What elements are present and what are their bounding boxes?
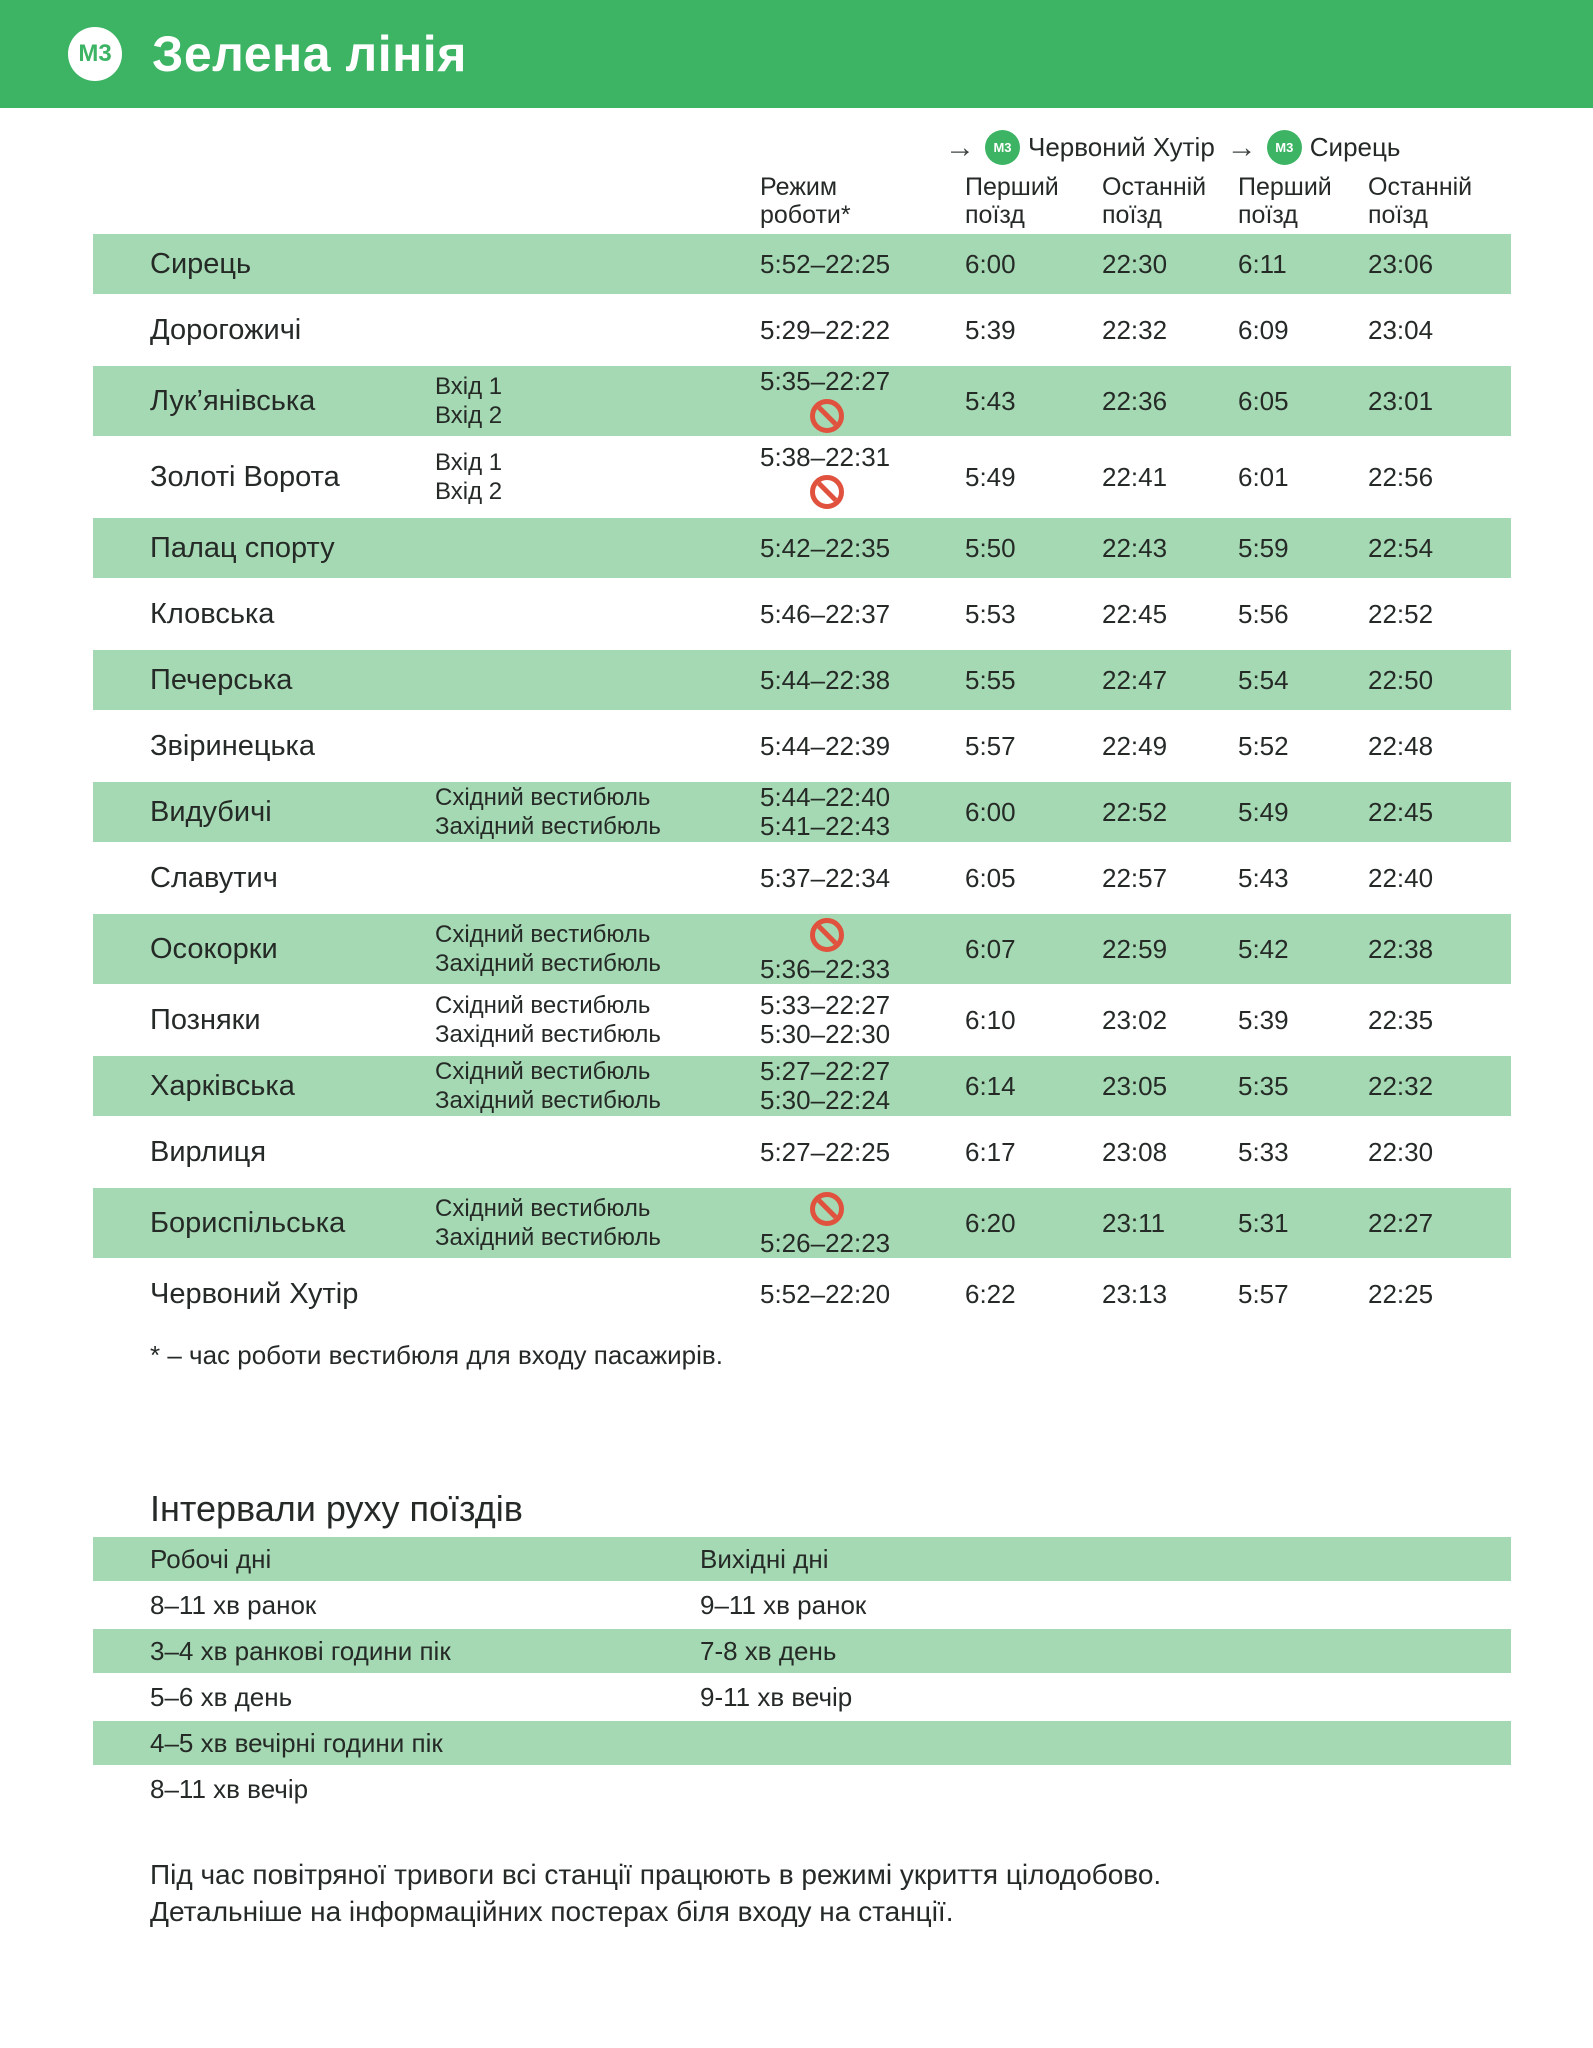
station-entrances (435, 783, 760, 841)
station-name: Лук’янівська (150, 384, 316, 417)
station-mode (760, 783, 965, 841)
station-name: Сирець (150, 247, 252, 280)
intervals-table (93, 1537, 1511, 1811)
first-train-time: 6:11 (1238, 248, 1287, 279)
mode-time: 5:41–22:43 (760, 811, 891, 841)
station-row (93, 518, 1511, 578)
intervals-header-weekends: Вихідні дні (700, 1543, 829, 1574)
last-train-time: 22:52 (1102, 796, 1168, 827)
station-mode (760, 316, 965, 345)
entrance-label: Східний вестибюль (435, 921, 651, 948)
last-train-time: 22:36 (1102, 385, 1168, 416)
station-mode (760, 1280, 965, 1309)
station-row (93, 650, 1511, 710)
no-entry-icon (810, 918, 844, 952)
arrow-right-icon: → (945, 130, 975, 164)
interval-value: 9–11 хв ранок (700, 1589, 867, 1620)
station-row (93, 1056, 1511, 1116)
m3-line-icon (985, 130, 1020, 165)
column-header-line: Перший (965, 173, 1059, 201)
column-header-line: Перший (1238, 173, 1332, 201)
column-header-line: Останній (1368, 173, 1473, 201)
last-train-time: 22:52 (1368, 598, 1434, 629)
column-header-line: Режим (760, 173, 838, 201)
mode-time: 5:30–22:30 (760, 1019, 891, 1049)
notice-line: Під час повітряної тривоги всі станції працюють в режимі укриття цілодобово. (150, 1859, 1162, 1890)
mode-time: 5:29–22:22 (760, 314, 891, 345)
station-name: Дорогожичі (150, 313, 302, 346)
last-train-time: 22:50 (1368, 664, 1434, 695)
entrance-label: Вхід 2 (435, 478, 503, 505)
first-train-time: 5:57 (965, 730, 1016, 761)
entrance-label: Західний вестибюль (435, 950, 661, 977)
station-mode (760, 1138, 965, 1167)
station-mode (760, 250, 965, 279)
station-mode (760, 991, 965, 1049)
station-row (93, 1264, 1511, 1324)
first-train-time: 6:01 (1238, 461, 1289, 492)
mode-time: 5:44–22:38 (760, 664, 891, 695)
timetable-content (93, 130, 1511, 1930)
first-train-time: 6:00 (965, 796, 1016, 827)
first-train-time: 5:42 (1238, 933, 1289, 964)
station-row (93, 584, 1511, 644)
column-header-first-train-2 (1238, 173, 1368, 229)
m3-line-icon-label: М3 (993, 140, 1012, 155)
last-train-time: 22:45 (1368, 796, 1434, 827)
station-mode (760, 915, 965, 984)
station-mode (760, 443, 965, 512)
station-name: Славутич (150, 861, 278, 894)
column-header-line: поїзд (965, 201, 1025, 229)
entrance-label: Західний вестибюль (435, 1224, 661, 1251)
directions-header (93, 130, 1511, 165)
footnote: * – час роботи вестибюля для входу пасажирів. (150, 1340, 723, 1370)
last-train-time: 22:40 (1368, 862, 1434, 893)
station-name: Звіринецька (150, 729, 316, 762)
mode-closed (760, 1189, 893, 1229)
first-train-time: 6:17 (965, 1136, 1016, 1167)
first-train-time: 5:49 (965, 461, 1016, 492)
last-train-time: 22:47 (1102, 664, 1168, 695)
station-mode (760, 600, 965, 629)
interval-value: 8–11 хв ранок (150, 1589, 317, 1620)
entrance-label: Вхід 2 (435, 402, 503, 429)
first-train-time: 5:39 (965, 314, 1016, 345)
interval-row (93, 1583, 1511, 1627)
mode-time: 5:37–22:34 (760, 862, 891, 893)
station-name: Осокорки (150, 932, 278, 965)
station-row (93, 300, 1511, 360)
interval-value: 9-11 хв вечір (700, 1681, 853, 1712)
station-entrances (435, 1057, 760, 1115)
mode-time: 5:30–22:24 (760, 1085, 891, 1115)
entrance-label: Вхід 1 (435, 449, 503, 476)
last-train-time: 22:32 (1102, 314, 1168, 345)
mode-closed (760, 396, 893, 436)
last-train-time: 22:43 (1102, 532, 1168, 563)
intervals-title: Інтервали руху поїздів (150, 1488, 523, 1529)
last-train-time: 22:59 (1102, 933, 1168, 964)
m3-line-icon (1267, 130, 1302, 165)
last-train-time: 22:35 (1368, 1004, 1434, 1035)
station-name: Видубичі (150, 795, 272, 828)
entrance-label: Західний вестибюль (435, 1087, 661, 1114)
station-row (93, 848, 1511, 908)
last-train-time: 23:05 (1102, 1070, 1168, 1101)
first-train-time: 6:05 (965, 862, 1016, 893)
station-row (93, 990, 1511, 1050)
last-train-time: 22:48 (1368, 730, 1434, 761)
mode-time: 5:38–22:31 (760, 441, 891, 472)
first-train-time: 5:50 (965, 532, 1016, 563)
first-train-time: 5:43 (965, 385, 1016, 416)
intervals-header-row (93, 1537, 1511, 1581)
station-mode (760, 1189, 965, 1258)
station-mode (760, 1057, 965, 1115)
last-train-time: 22:54 (1368, 532, 1434, 563)
interval-value: 5–6 хв день (150, 1681, 293, 1712)
first-train-time: 5:33 (1238, 1136, 1289, 1167)
station-mode (760, 367, 965, 436)
last-train-time: 22:27 (1368, 1207, 1434, 1238)
station-name: Палац спорту (150, 531, 335, 564)
interval-value: 8–11 хв вечір (150, 1773, 309, 1804)
first-train-time: 6:20 (965, 1207, 1016, 1238)
last-train-time: 22:41 (1102, 461, 1168, 492)
mode-time: 5:42–22:35 (760, 532, 891, 563)
station-mode (760, 732, 965, 761)
mode-time: 5:33–22:27 (760, 990, 891, 1020)
station-row (93, 234, 1511, 294)
last-train-time: 22:38 (1368, 933, 1434, 964)
air-raid-notice (150, 1856, 1511, 1930)
first-train-time: 6:10 (965, 1004, 1016, 1035)
station-name: Позняки (150, 1003, 261, 1036)
last-train-time: 22:45 (1102, 598, 1168, 629)
entrance-label: Східний вестибюль (435, 1058, 651, 1085)
station-entrances (435, 991, 760, 1049)
no-entry-icon (810, 1192, 844, 1226)
station-mode (760, 666, 965, 695)
last-train-time: 22:32 (1368, 1070, 1434, 1101)
column-spacer (435, 173, 760, 229)
mode-time: 5:44–22:40 (760, 782, 891, 812)
station-row (93, 782, 1511, 842)
first-train-time: 6:09 (1238, 314, 1289, 345)
mode-time: 5:26–22:23 (760, 1227, 891, 1258)
last-train-time: 23:01 (1368, 385, 1434, 416)
column-header-last-train-2 (1368, 173, 1511, 229)
last-train-time: 22:30 (1102, 248, 1168, 279)
last-train-time: 22:30 (1368, 1136, 1434, 1167)
no-entry-icon (810, 399, 844, 433)
mode-time: 5:46–22:37 (760, 598, 891, 629)
column-header-line: поїзд (1368, 201, 1428, 229)
last-train-time: 23:08 (1102, 1136, 1168, 1167)
mode-time: 5:27–22:27 (760, 1056, 891, 1086)
mode-closed (760, 472, 893, 512)
line-header (0, 0, 1593, 108)
station-name: Харківська (150, 1069, 295, 1102)
first-train-time: 5:59 (1238, 532, 1289, 563)
station-name: Печерська (150, 663, 293, 696)
directions (945, 130, 1412, 165)
first-train-time: 5:52 (1238, 730, 1289, 761)
direction-terminus-syrets: Сирець (1309, 132, 1401, 162)
entrance-label: Західний вестибюль (435, 813, 661, 840)
first-train-time: 5:53 (965, 598, 1016, 629)
last-train-time: 23:02 (1102, 1004, 1168, 1035)
first-train-time: 5:39 (1238, 1004, 1289, 1035)
station-entrances (435, 1194, 760, 1252)
last-train-time: 22:57 (1102, 862, 1168, 893)
first-train-time: 5:49 (1238, 796, 1289, 827)
station-entrances (435, 920, 760, 978)
station-row (93, 914, 1511, 984)
last-train-time: 23:13 (1102, 1278, 1168, 1309)
station-row (93, 366, 1511, 436)
last-train-time: 23:06 (1368, 248, 1434, 279)
station-entrances (435, 372, 760, 430)
first-train-time: 5:31 (1238, 1207, 1289, 1238)
entrance-label: Вхід 1 (435, 373, 503, 400)
last-train-time: 23:04 (1368, 314, 1434, 345)
no-entry-icon (810, 475, 844, 509)
mode-time: 5:35–22:27 (760, 365, 891, 396)
station-mode (760, 534, 965, 563)
entrance-label: Східний вестибюль (435, 1195, 651, 1222)
arrow-right-icon: → (1226, 130, 1257, 164)
station-entrances (435, 448, 760, 506)
column-header-line: Останній (1102, 173, 1207, 201)
mode-time: 5:36–22:33 (760, 953, 891, 984)
interval-row (93, 1675, 1511, 1719)
first-train-time: 6:22 (965, 1278, 1016, 1309)
first-train-time: 5:55 (965, 664, 1016, 695)
intervals-header-workdays: Робочі дні (150, 1543, 272, 1574)
entrance-label: Західний вестибюль (435, 1021, 661, 1048)
mode-time: 5:52–22:20 (760, 1278, 891, 1309)
mode-time: 5:52–22:25 (760, 248, 891, 279)
first-train-time: 6:14 (965, 1070, 1016, 1101)
station-name: Бориспільська (150, 1206, 346, 1239)
column-header-line: поїзд (1238, 201, 1298, 229)
column-header-line: поїзд (1102, 201, 1162, 229)
station-name: Золоті Ворота (150, 460, 340, 493)
last-train-time: 22:56 (1368, 461, 1434, 492)
interval-value: 3–4 хв ранкові години пік (150, 1635, 451, 1666)
first-train-time: 5:56 (1238, 598, 1289, 629)
first-train-time: 6:05 (1238, 385, 1289, 416)
entrance-label: Східний вестибюль (435, 784, 651, 811)
m3-line-icon-label: М3 (78, 40, 112, 67)
station-row (93, 716, 1511, 776)
page-title: Зелена лінія (152, 26, 467, 82)
station-mode (760, 864, 965, 893)
notice-line: Детальніше на інформаційних постерах біля входу на станції. (150, 1896, 954, 1927)
station-name: Вирлиця (150, 1135, 267, 1168)
m3-line-icon (68, 27, 122, 81)
stations-table (93, 234, 1511, 1324)
entrance-label: Східний вестибюль (435, 992, 651, 1019)
station-row (93, 442, 1511, 512)
station-row (93, 1122, 1511, 1182)
first-train-time: 5:35 (1238, 1070, 1289, 1101)
interval-row (93, 1721, 1511, 1765)
column-headers (93, 173, 1511, 229)
last-train-time: 22:25 (1368, 1278, 1434, 1309)
station-name: Червоний Хутір (150, 1277, 359, 1310)
first-train-time: 5:43 (1238, 862, 1289, 893)
interval-row (93, 1629, 1511, 1673)
first-train-time: 6:07 (965, 933, 1016, 964)
column-header-last-train-1 (1102, 173, 1238, 229)
column-header-line: роботи* (760, 201, 851, 229)
last-train-time: 22:49 (1102, 730, 1168, 761)
interval-value: 4–5 хв вечірні години пік (150, 1727, 443, 1758)
direction-terminus-khutir: Червоний Хутір (1028, 132, 1215, 162)
first-train-time: 5:57 (1238, 1278, 1289, 1309)
station-row (93, 1188, 1511, 1258)
column-header-first-train-1 (965, 173, 1102, 229)
interval-value: 7-8 хв день (700, 1635, 837, 1666)
first-train-time: 5:54 (1238, 664, 1289, 695)
interval-row (93, 1767, 1511, 1811)
column-header-mode (760, 173, 965, 229)
last-train-time: 23:11 (1102, 1207, 1166, 1238)
mode-closed (760, 915, 893, 955)
column-spacer (93, 173, 435, 229)
m3-line-icon-label: М3 (1275, 140, 1294, 155)
mode-time: 5:27–22:25 (760, 1136, 891, 1167)
station-name: Кловська (150, 597, 275, 630)
mode-time: 5:44–22:39 (760, 730, 891, 761)
first-train-time: 6:00 (965, 248, 1016, 279)
